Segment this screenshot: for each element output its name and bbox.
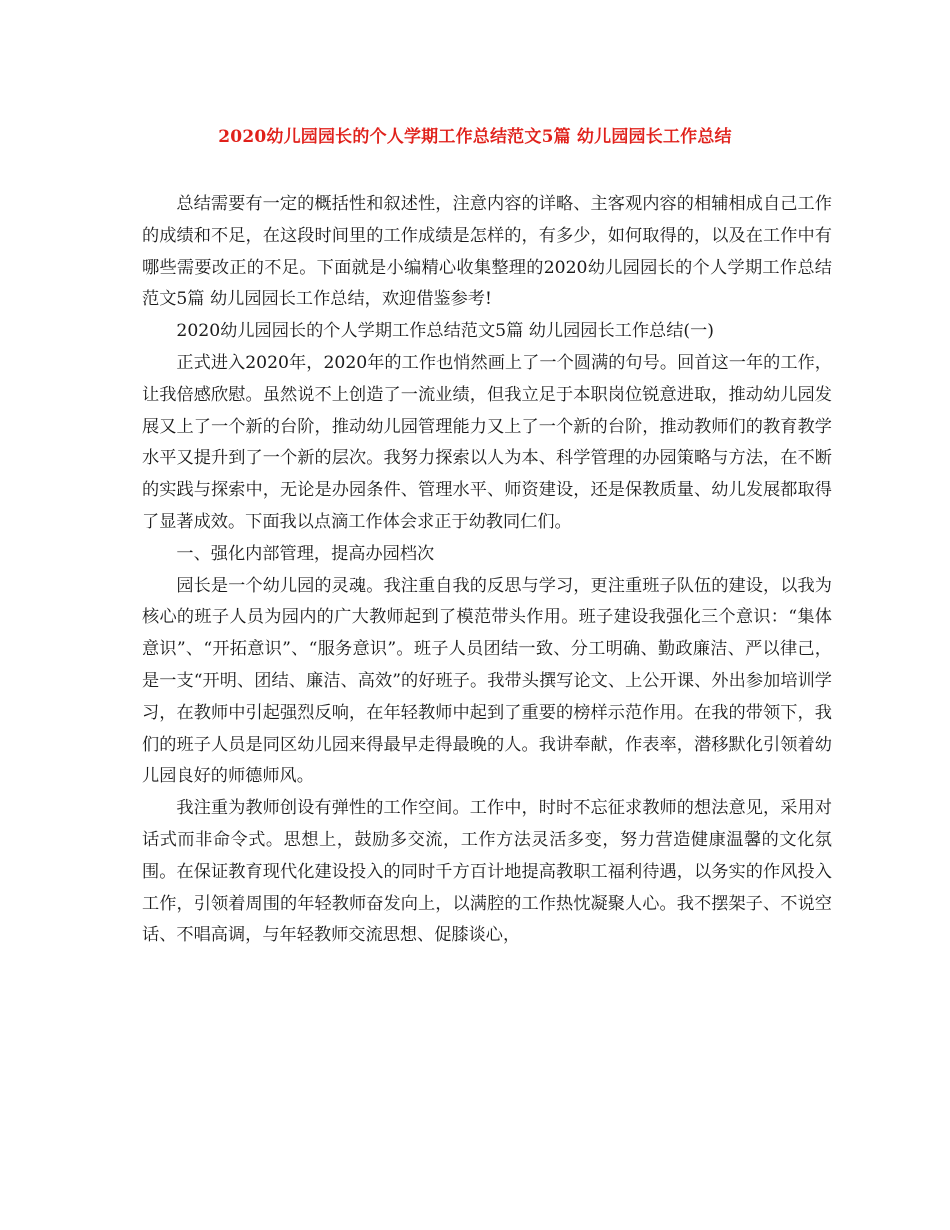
section-heading-article-one: 2020幼儿园园长的个人学期工作总结范文5篇 幼儿园园长工作总结(一) <box>176 321 715 342</box>
section-heading-internal-management: 一、强化内部管理，提高办园档次 <box>176 543 435 564</box>
paragraph-opening: 正式进入2020年，2020年的工作也悄然画上了一个圆满的句号。回首这一年的工作，让我倍感欣慰。虽然说不上创造了一流业绩，但我立足于本职岗位锐意进取，推动幼儿园发展又上了一个新的台阶，推动幼儿园管理能力又上了一个新的台阶，推动教师们的教育教学水平又提升到了一个新的层次。我努力探索以人为本、科学管理的办园策略与方法，在不断的实践与探索中，无论是办园条件、管理水平、师资建设，还是保教质量、幼儿发展都取得了显著成效。下面我以点滴工作体会求正于幼教同仁们。 <box>142 352 832 532</box>
paragraph-workspace: 我注重为教师创设有弹性的工作空间。工作中，时时不忘征求教师的想法意见，采用对话式而非命令式。思想上，鼓励多交流，工作方法灵活多变，努力营造健康温馨的文化氛围。在保证教育现代化建设投入的同时千方百计地提高教职工福利待遇，以务实的作风投入工作，引领着周围的年轻教师奋发向上，以满腔的工作热忱凝聚人心。我不摆架子、不说空话、不唱高调，与年轻教师交流思想、促膝谈心， <box>142 798 832 946</box>
document-title: 2020幼儿园园长的个人学期工作总结范文5篇 幼儿园园长工作总结 <box>218 127 732 147</box>
paragraph-intro: 总结需要有一定的概括性和叙述性，注意内容的详略、主客观内容的相辅相成自己工作的成绩和不足，在这段时间里的工作成绩是怎样的，有多少，如何取得的，以及在工作中有哪些需要改正的不足。下面就是小编精心收集整理的2020幼儿园园长的个人学期工作总结范文5篇 幼儿园园长工作总结，欢迎借鉴参考! <box>142 194 832 310</box>
document-body <box>142 189 832 952</box>
paragraph-leadership: 园长是一个幼儿园的灵魂。我注重自我的反思与学习，更注重班子队伍的建设，以我为核心的班子人员为园内的广大教师起到了模范带头作用。班子建设我强化三个意识：“集体意识”、“开拓意识”、“服务意识”。班子人员团结一致、分工明确、勤政廉洁、严以律己，是一支“开明、团结、廉洁、高效”的好班子。我带头撰写论文、上公开课、外出参加培训学习，在教师中引起强烈反响，在年轻教师中起到了重要的榜样示范作用。在我的带领下，我们的班子人员是同区幼儿园来得最早走得最晚的人。我讲奉献，作表率，潜移默化引领着幼儿园良好的师德师风。 <box>142 575 832 787</box>
